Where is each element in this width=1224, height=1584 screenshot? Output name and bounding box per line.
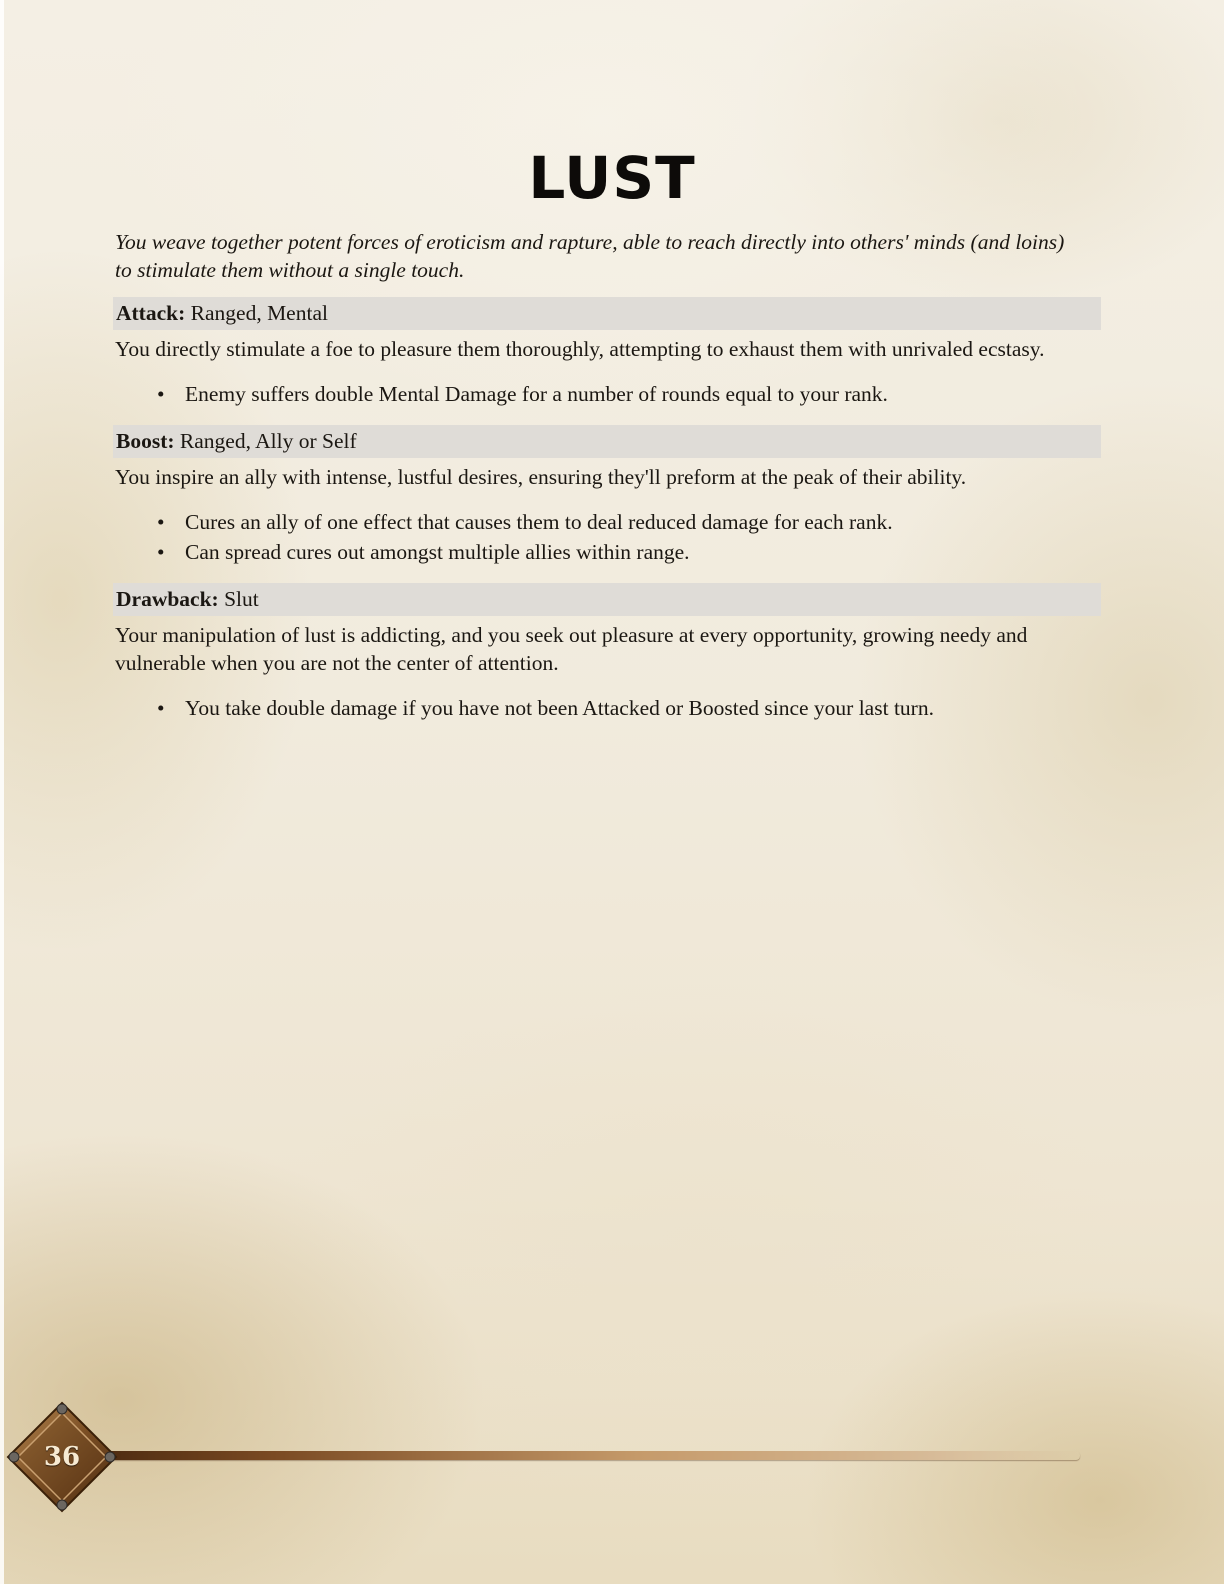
- boost-bullets: [113, 507, 1101, 567]
- attack-header: [113, 297, 1101, 330]
- drawback-value: Slut: [224, 587, 259, 611]
- bullet-icon: •: [157, 382, 165, 406]
- page-number: 36: [43, 1442, 81, 1472]
- drawback-section: [113, 583, 1101, 723]
- list-item: [113, 693, 1101, 723]
- bullet-text: Cures an ally of one effect that causes them to deal reduced damage for each rank.: [185, 510, 893, 534]
- bullet-icon: •: [157, 696, 165, 720]
- list-item: [113, 507, 1101, 537]
- page-edge: [0, 0, 4, 1584]
- drawback-description: Your manipulation of lust is addicting, and you seek out pleasure at every opportunity, growing needy and vulnerable when you are not the center of attention.: [115, 623, 1028, 675]
- boost-value: Ranged, Ally or Self: [179, 429, 357, 453]
- drawback-label: Drawback:: [116, 587, 219, 611]
- boost-header: [113, 425, 1101, 458]
- page-title: LUST: [528, 144, 696, 212]
- intro-text: You weave together potent forces of eroticism and rapture, able to reach directly into others' minds (and loins) to stimulate them without a single touch.: [115, 230, 1065, 282]
- drawback-header: [113, 583, 1101, 616]
- bullet-text: Enemy suffers double Mental Damage for a number of rounds equal to your rank.: [185, 382, 888, 406]
- attack-value: Ranged, Mental: [190, 301, 328, 325]
- list-item: [113, 537, 1101, 567]
- attack-description: You directly stimulate a foe to pleasure them thoroughly, attempting to exhaust them with unrivaled ecstasy.: [115, 337, 1045, 361]
- bullet-text: You take double damage if you have not been Attacked or Boosted since your last turn.: [185, 696, 934, 720]
- drawback-bullets: [113, 693, 1101, 723]
- bullet-icon: •: [157, 510, 165, 534]
- boost-label: Boost:: [116, 429, 175, 453]
- main-content: [113, 228, 1101, 739]
- boost-description: You inspire an ally with intense, lustful desires, ensuring they'll preform at the peak of their ability.: [115, 465, 967, 489]
- attack-label: Attack:: [116, 301, 186, 325]
- footer-divider: [96, 1451, 1080, 1460]
- boost-section: [113, 425, 1101, 567]
- bullet-icon: •: [157, 540, 165, 564]
- list-item: [113, 379, 1101, 409]
- bullet-text: Can spread cures out amongst multiple allies within range.: [185, 540, 690, 564]
- attack-bullets: [113, 379, 1101, 409]
- attack-section: [113, 297, 1101, 409]
